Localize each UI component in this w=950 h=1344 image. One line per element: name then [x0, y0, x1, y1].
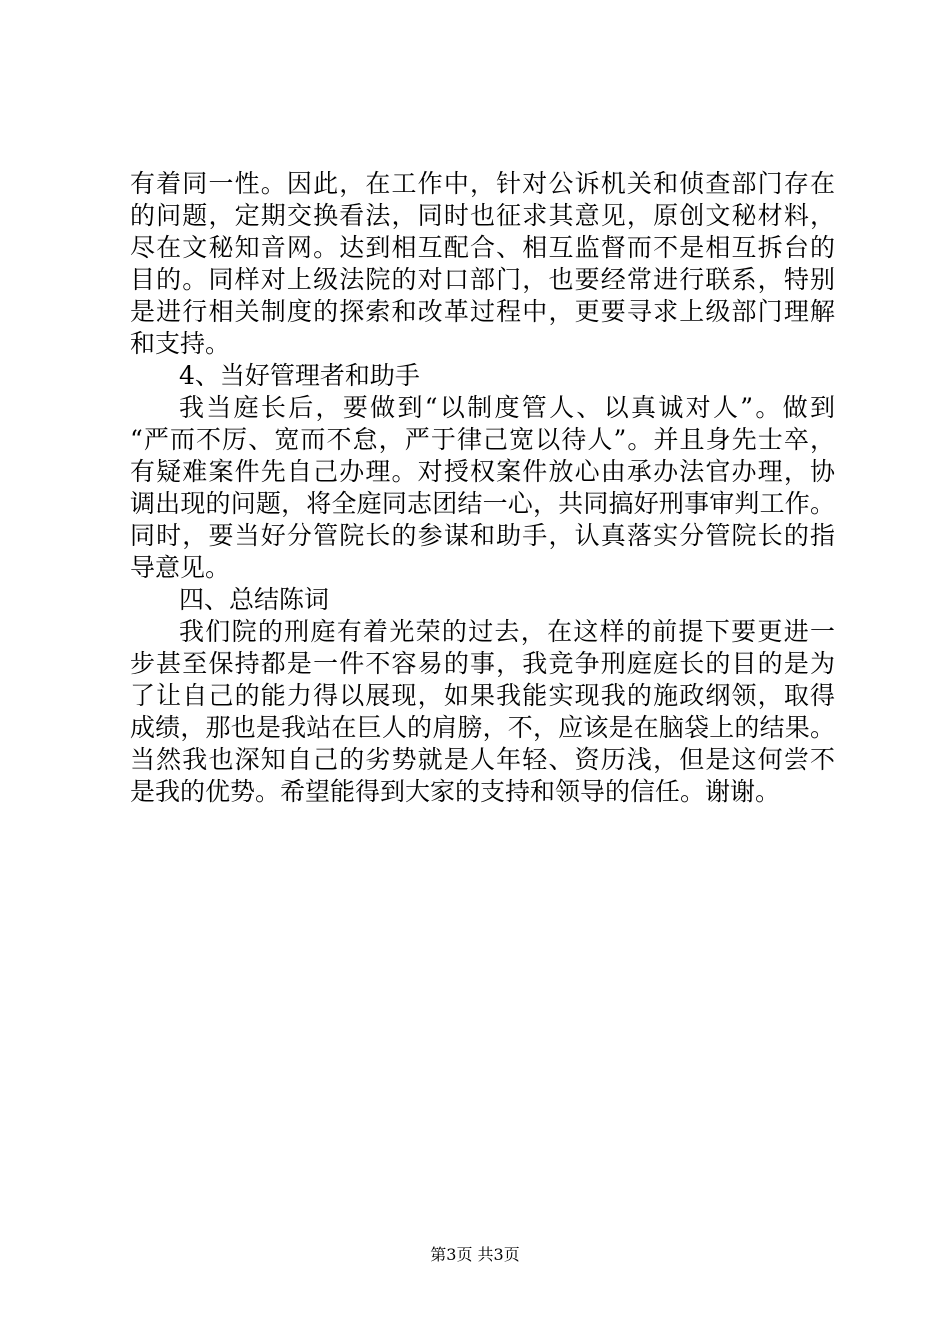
text-line: 尽在文秘知音网。达到相互配合、相互监督而不是相互拆台的 [130, 233, 835, 262]
page-footer: 第3页 共3页 [430, 1245, 520, 1264]
text-line: 当然我也深知自己的劣势就是人年轻、资历浅，但是这何尝不 [130, 745, 835, 774]
text-line: 步甚至保持都是一件不容易的事，我竞争刑庭庭长的目的是为 [130, 649, 835, 678]
text-line: 有疑难案件先自己办理。对授权案件放心由承办法官办理，协 [130, 457, 835, 486]
text-line: 的问题，定期交换看法，同时也征求其意见，原创文秘材料， [130, 201, 835, 230]
text-line: 导意见。 [130, 553, 231, 582]
section-heading: 4、当好管理者和助手 [179, 361, 420, 390]
text-line: 和支持。 [130, 329, 231, 358]
text-line: “严而不厉、宽而不怠，严于律己宽以待人”。并且身先士卒， [130, 425, 835, 454]
text-line: 调出现的问题，将全庭同志团结一心，共同搞好刑事审判工作。 [130, 489, 835, 518]
text-line: 是进行相关制度的探索和改革过程中，更要寻求上级部门理解 [130, 297, 835, 326]
text-line: 了让自己的能力得以展现，如果我能实现我的施政纲领，取得 [130, 681, 835, 710]
text-line: 成绩，那也是我站在巨人的肩膀，不，应该是在脑袋上的结果。 [130, 713, 835, 742]
text-line: 有着同一性。因此，在工作中，针对公诉机关和侦查部门存在 [130, 169, 835, 198]
text-line: 我们院的刑庭有着光荣的过去，在这样的前提下要更进一 [179, 617, 835, 646]
text-line: 目的。同样对上级法院的对口部门，也要经常进行联系，特别 [130, 265, 835, 294]
section-heading: 四、总结陈词 [179, 585, 330, 614]
text-line: 同时，要当好分管院长的参谋和助手，认真落实分管院长的指 [130, 521, 835, 550]
text-line: 我当庭长后，要做到“以制度管人、以真诚对人”。做到 [179, 393, 835, 422]
document-body [130, 168, 835, 808]
text-line: 是我的优势。希望能得到大家的支持和领导的信任。谢谢。 [130, 777, 781, 806]
